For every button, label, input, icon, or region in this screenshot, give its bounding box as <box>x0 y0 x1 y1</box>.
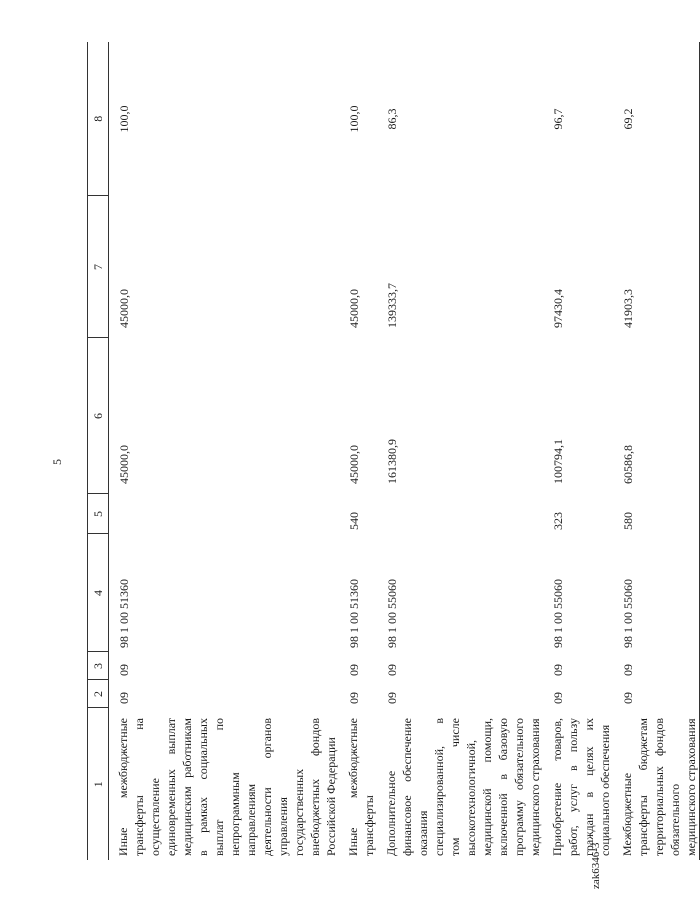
cell-executed: 45000,0 <box>117 289 131 328</box>
cell-approved: 45000,0 <box>117 445 131 484</box>
table-row <box>377 42 543 860</box>
cell-subsection: 09 <box>613 652 700 680</box>
cell-approved: 45000,0 <box>347 445 361 484</box>
row-description: Иные межбюджетные трансферты на осуществление единовременных выплат медицинским работникам в рамках социальных выплат по непрограммным направлениям деятельности органов управления государственных внебюджетных фондов Российской Федерации <box>116 718 338 856</box>
cell-expense-type <box>109 494 340 534</box>
row-description: Дополнительное финансовое обеспечение оказания специализированной, в том числе высокотехнологичной, медицинской помощи, включенной в базовую программу обязательного медицинского страхования <box>384 718 542 856</box>
cell-section: 09 <box>347 692 361 704</box>
row-description: Приобретение товаров, работ, услуг в пользу граждан в целях их социального обеспечения <box>550 718 612 856</box>
cell-section: 09 <box>117 692 131 704</box>
cell-approved: 60586,8 <box>613 338 700 494</box>
cell-subsection: 09 <box>551 664 565 676</box>
header-cell: 8 <box>88 42 109 196</box>
cell-executed: 139333,7 <box>385 283 399 328</box>
cell-subsection: 09 <box>117 664 131 676</box>
cell-approved: 161380,9 <box>385 439 399 484</box>
cell-percent: 69,2 <box>613 42 700 196</box>
row-description: Межбюджетные трансферты бюджетам территориальных фондов обязательного медицинского страхования <box>613 708 700 860</box>
cell-percent: 100,0 <box>117 105 131 133</box>
page-number: 5 <box>50 459 64 465</box>
table-row <box>339 42 377 860</box>
table-row <box>109 42 340 860</box>
footer-code: zak6346-3 <box>590 842 602 889</box>
table-header-row <box>88 42 109 860</box>
header-cell: 5 <box>88 494 109 534</box>
header-cell: 1 <box>88 708 109 860</box>
cell-percent: 86,3 <box>385 108 399 130</box>
cell-target-article: 98 1 00 51360 <box>347 579 361 648</box>
cell-section: 09 <box>613 680 700 708</box>
cell-approved: 100794,1 <box>551 439 565 484</box>
cell-expense-type: 540 <box>347 512 361 530</box>
cell-executed: 45000,0 <box>347 289 361 328</box>
cell-target-article: 98 1 00 55060 <box>551 579 565 648</box>
row-description: Иные межбюджетные трансферты <box>346 718 376 856</box>
cell-section: 09 <box>385 692 399 704</box>
cell-percent: 96,7 <box>551 108 565 130</box>
cell-executed: 97430,4 <box>551 289 565 328</box>
cell-target-article: 98 1 00 51360 <box>117 579 131 648</box>
table-row <box>613 42 700 860</box>
cell-expense-type: 323 <box>551 512 565 530</box>
header-cell: 3 <box>88 652 109 680</box>
cell-percent: 100,0 <box>347 105 361 133</box>
cell-expense-type: 580 <box>613 494 700 534</box>
cell-section: 09 <box>551 692 565 704</box>
header-cell: 2 <box>88 680 109 708</box>
header-cell: 4 <box>88 534 109 652</box>
cell-subsection: 09 <box>385 664 399 676</box>
header-cell: 7 <box>88 196 109 338</box>
header-cell: 6 <box>88 338 109 494</box>
budget-table <box>87 42 700 860</box>
cell-executed: 41903,3 <box>613 196 700 338</box>
cell-expense-type <box>377 494 543 534</box>
cell-target-article: 98 1 00 55060 <box>613 534 700 652</box>
table-row <box>543 42 613 860</box>
cell-target-article: 98 1 00 55060 <box>385 579 399 648</box>
cell-subsection: 09 <box>347 664 361 676</box>
